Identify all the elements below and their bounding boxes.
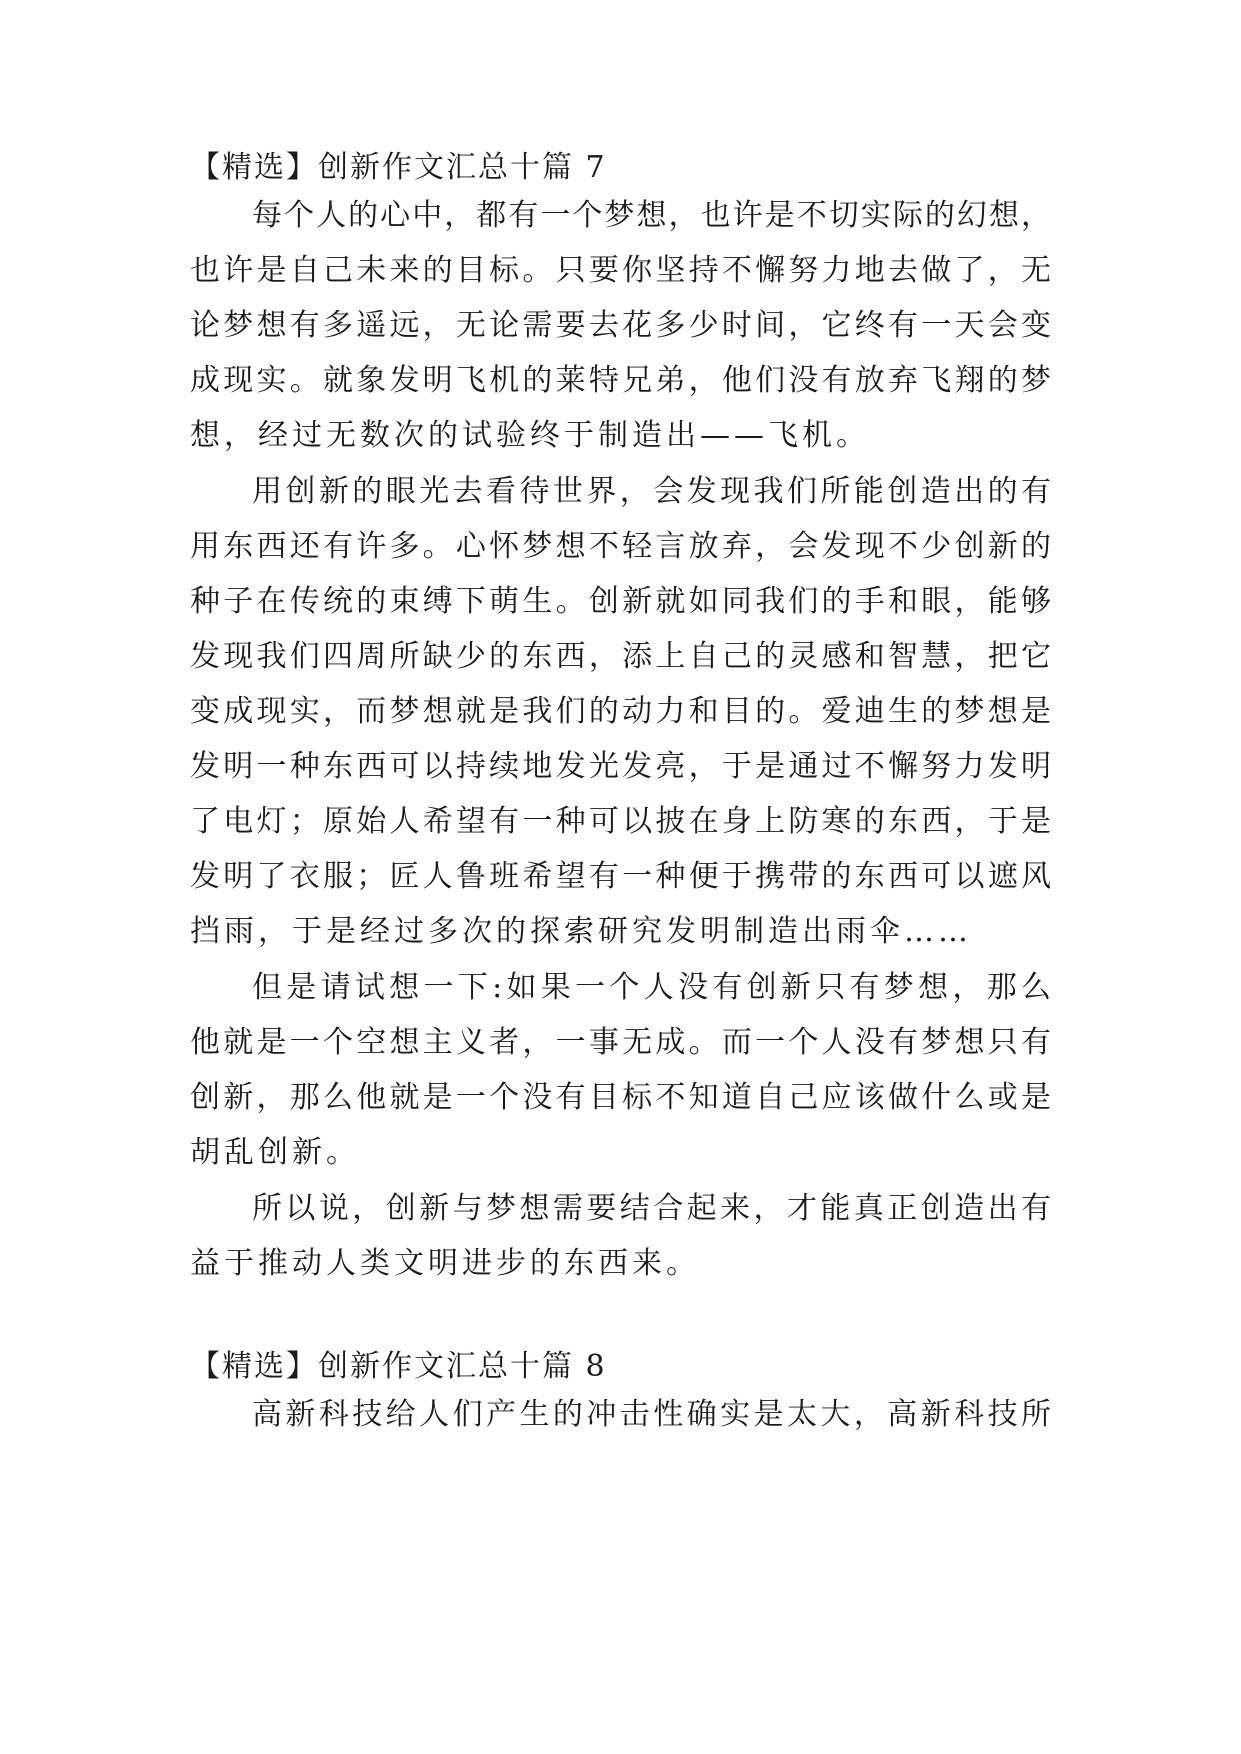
paragraph-line: 发明一种东西可以持续地发光发亮，于是通过不懈努力发明 <box>190 749 1052 784</box>
paragraph-line: 种子在传统的束缚下萌生。创新就如同我们的手和眼，能够 <box>190 584 1052 619</box>
section-title: 【精选】创新作文汇总十篇 7 <box>190 150 607 185</box>
paragraph-line: 高新科技给人们产生的冲击性确实是太大，高新科技所 <box>252 1397 1052 1432</box>
paragraph-line: 胡乱创新。 <box>190 1135 360 1170</box>
paragraph-line: 创新，那么他就是一个没有目标不知道自己应该做什么或是 <box>190 1080 1052 1115</box>
paragraph-line: 但是请试想一下:如果一个人没有创新只有梦想，那么 <box>252 970 1052 1005</box>
paragraph-line: 论梦想有多遥远，无论需要去花多少时间，它终有一天会变 <box>190 308 1052 343</box>
paragraph-line: 发现我们四周所缺少的东西，添上自己的灵感和智慧，把它 <box>190 639 1052 674</box>
paragraph-line: 用东西还有许多。心怀梦想不轻言放弃，会发现不少创新的 <box>190 529 1052 564</box>
paragraph-line: 他就是一个空想主义者，一事无成。而一个人没有梦想只有 <box>190 1025 1052 1060</box>
paragraph-line: 挡雨，于是经过多次的探索研究发明制造出雨伞…… <box>190 914 972 949</box>
paragraph-line: 所以说，创新与梦想需要结合起来，才能真正创造出有 <box>252 1191 1052 1226</box>
paragraph-line: 每个人的心中，都有一个梦想，也许是不切实际的幻想， <box>252 198 1052 233</box>
paragraph-line: 成现实。就象发明飞机的莱特兄弟，他们没有放弃飞翔的梦 <box>190 363 1052 398</box>
section-title: 【精选】创新作文汇总十篇 8 <box>190 1349 607 1384</box>
paragraph-line: 变成现实，而梦想就是我们的动力和目的。爱迪生的梦想是 <box>190 694 1052 729</box>
paragraph-line: 发明了衣服；匠人鲁班希望有一种便于携带的东西可以遮风 <box>190 859 1052 894</box>
paragraph-line: 用创新的眼光去看待世界，会发现我们所能创造出的有 <box>252 474 1052 509</box>
paragraph-line: 想，经过无数次的试验终于制造出——飞机。 <box>190 418 870 453</box>
paragraph-line: 了电灯；原始人希望有一种可以披在身上防寒的东西，于是 <box>190 804 1052 839</box>
paragraph-line: 益于推动人类文明进步的东西来。 <box>190 1246 700 1281</box>
paragraph-line: 也许是自己未来的目标。只要你坚持不懈努力地去做了，无 <box>190 253 1052 288</box>
